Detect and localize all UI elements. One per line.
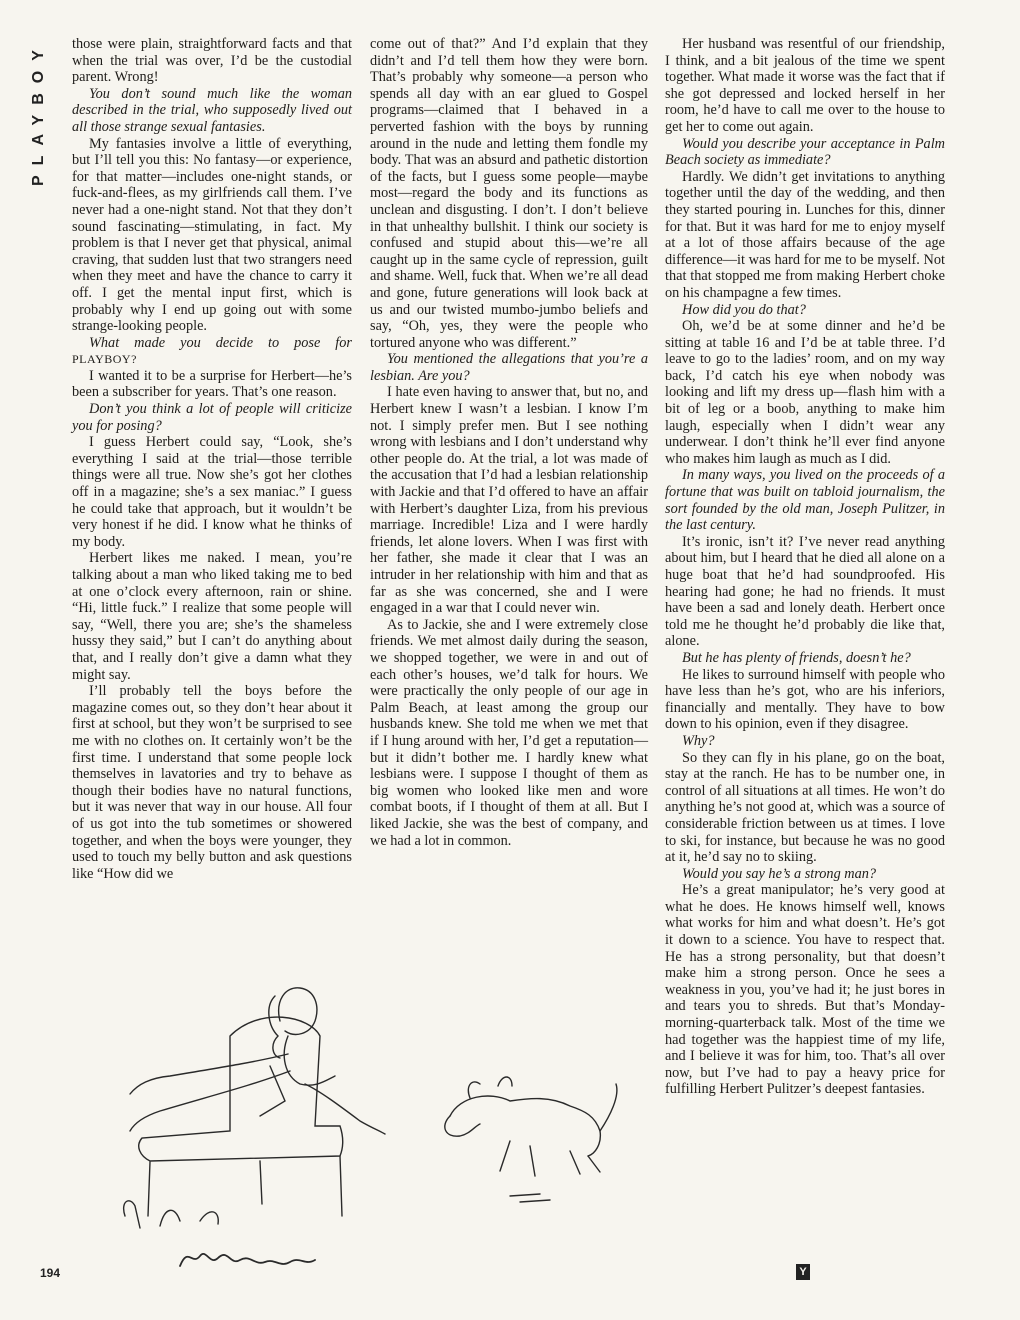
armchair-sketch — [139, 1017, 343, 1161]
answer-paragraph: He likes to surround himself with people who have less than he’s got, who are his inferiors, financially and mentally. They have to bow down to his opinion, even if they disagree. — [665, 666, 945, 733]
woman-head-sketch — [279, 988, 317, 1035]
question-paragraph: Would you say he’s a strong man? — [682, 865, 877, 882]
question-paragraph: Would you describe your acceptance in Palm Beach society as immediate? — [665, 135, 945, 169]
answer-paragraph: It’s ironic, isn’t it? I’ve never read anything about him, but I heard that he died all alone on a huge boat that he’d had soundproofed. His hearing had gone; he had no friends. It must have been a sad and lonely death. Herbert once told me he thought he’d probably die like that, alone. — [665, 533, 945, 650]
answer-paragraph: I hate even having to answer that, but no, and Herbert knew I wasn’t a lesbian. I know I’m not. I simply prefer men. But I see nothing wrong with lesbians and I don’t understand why other people do. At the trial, a lot was made of the accusation that I’d had a lesbian relationship with Jackie and that I’d offered to have an affair with Herbert’s daughter Liza, from his previous marriage. Incredible! Liza and I were hardly friends, let alone lovers. When I was first with her father, she made it clear that I was an intruder in her relationship with him and that as far as she was concerned, she and I were engaged in a war that I could never win. — [370, 384, 648, 617]
question-paragraph: But he has plenty of friends, doesn’t he? — [682, 649, 911, 666]
question-paragraph: You don’t sound much like the woman described in the trial, who supposedly lived out all those strange sexual fantasies. — [72, 85, 352, 135]
answer-paragraph: Herbert likes me naked. I mean, you’re talking about a man who liked taking me to bed at one o’clock every afternoon, rain or shine. “Hi, little fuck.” I realize that some people will say, “Well, there you are; she’s the shameless hussy they said,” but I can’t do anything about that, and I really don’t give a damn what they might say. — [72, 550, 352, 683]
question-paragraph: How did you do that? — [682, 301, 806, 318]
question-paragraph: Why? — [682, 732, 715, 749]
answer-paragraph: Hardly. We didn’t get invitations to anything together until the day of the wedding, and then they started pouring in. Lunches for this, dinner for that. But it was hard for me to enjoy myself at a lot of those affairs because of the age difference—it was hard for me to be myself. Not that that stopped me from making Herbert choke on his champagne a few times. — [665, 168, 945, 301]
magazine-name-smallcaps: PLAYBOY? — [72, 352, 137, 367]
answer-paragraph: So they can fly in his plane, go on the boat, stay at the ranch. He has to be number one, in control of all situations at all times. He won’t do anything he’s not good at, which was a source of considerable friction between us at times. I love to ski, for instance, but because he was no good at it, he’d say no to skiing. — [665, 749, 945, 866]
answer-paragraph: As to Jackie, she and I were extremely close friends. We met almost daily during the season, we shopped together, we were in and out of each other’s houses, we’d talk for hours. We were practically the only people of our age in Palm Beach, at least among the group our husbands knew. She told me when we met that if I hung around with her, I’d get a reputation—but it didn’t bother me. I hardly knew what lesbians were. I suppose I thought of them as big women who looked like men and wore combat boots, if I thought of them at all. But I liked Jackie, she was the best of company, and we had a lot in common. — [370, 616, 648, 849]
answer-paragraph: those were plain, straightforward facts and that when the trial was over, I’d be the custodial parent. Wrong! — [72, 36, 352, 86]
artist-signature — [180, 1254, 315, 1266]
question-paragraph: What made you decide to pose for PLAYBOY? — [72, 334, 352, 367]
dog-sketch — [450, 1096, 600, 1156]
question-paragraph: You mentioned the allegations that you’re a lesbian. Are you? — [370, 351, 648, 384]
answer-paragraph: My fantasies involve a little of everything, but I’ll tell you this: No fantasy—or experience, for that matter—includes one-night stands, or fuck-and-flees, as my girlfriends call them. I’ve never had a one-night stand. Not that they don’t sound fascinating—stimulating, in fact. My problem is that I never get that physical, animal craving, that sudden lust that two strangers need when they meet and have the chance to carry it off. I get the mental input first, which is probably why I end up going out with some strange-looking people. — [72, 135, 352, 335]
shoes-sketch — [124, 1201, 180, 1228]
end-mark-icon: Y — [796, 1264, 810, 1280]
answer-paragraph: He’s a great manipulator; he’s very good at what he does. He knows himself well, knows what works for him and what doesn’t. He’s got it down to a science. You have to respect that. He has a strong personality, but that doesn’t make him a strong person. Once he sees a weakness in you, you’ve had it; he just bores in and tears you to shreds. But that’s Monday-morning-quarterback talk. Most of the time we had together was the happiest time of my life, and I believe it was for him, too. That’s all over now, but I’ve had to pay a heavy price for fulfilling Herbert Pulitzer’s deepest fantasies. — [665, 882, 945, 1098]
answer-paragraph: I’ll probably tell the boys before the magazine comes out, so they don’t hear about it first at school, but they won’t be surprised to see me with no clothes on. It certainly won’t be the first time. I understand that some people lock themselves in lavatories and try to behave as though their bodies have no natural functions, but it was never that way in our house. All four of us got into the tub sometimes or showered together, and when the boys were younger, they used to touch my belly button and ask questions like “How did we — [72, 683, 352, 882]
text-column-1 — [72, 36, 352, 882]
answer-paragraph: I guess Herbert could say, “Look, she’s everything I said at the trial—those terrible things were all true. Now she’s got her clothes off in a magazine; she’s a sex maniac.” I guess he could take that approach, but it wouldn’t be very honest if he did. I know what he thinks of my body. — [72, 434, 352, 550]
answer-paragraph: come out of that?” And I’d explain that they didn’t and I’d tell them how they were born. That’s probably why someone—a person who spends all day with an ear glued to Gospel programs—claimed that I behaved in a perverted fashion with the boys by running around in the nude and letting them fondle my body. That was an absurd and pathetic distortion of the facts, but I guess some people—maybe most—regard the body and its functions as unclean and disgusting. I don’t. I don’t believe in that unhealthy bullshit. I think our society is confused and stupid about this—we’re all caught up in the same cycle of repression, guilt and shame. Well, fuck that. When we’re all dead and gone, future generations will look back at us and our twisted mumbo-jumbo beliefs and say, “Oh, yes, they were the people who tortured anyone who was different.” — [370, 36, 648, 351]
answer-paragraph: Oh, we’d be at some dinner and he’d be sitting at table 16 and I’d be at table three. I’d leave to go to the ladies’ room, and on my way back, I’d catch his eye when nobody was looking and lift my dress up—flash him with a bit of leg or a boob, anything to make him laugh, especially when I didn’t wear any underwear. I don’t think he’ll ever find anyone who makes him laugh as much as I did. — [665, 318, 945, 467]
magazine-title: PLAYBOY — [30, 40, 47, 186]
question-paragraph: In many ways, you lived on the proceeds of a fortune that was built on tabloid journalism, the sort founded by the old man, Joseph Pulitzer, in the last century. — [665, 467, 945, 534]
answer-paragraph: I wanted it to be a surprise for Herbert—he’s been a subscriber for years. That’s one reason. — [72, 367, 352, 401]
text-column-3 — [665, 36, 945, 1098]
text-column-2 — [370, 36, 648, 849]
question-paragraph: Don’t you think a lot of people will criticize you for posing? — [72, 401, 352, 434]
answer-paragraph: Her husband was resentful of our friendship, I think, and a bit jealous of the time we spent together. What made it worse was the fact that if she got depressed and locked herself in her room, he’d have to call me over to the house to get her to come out again. — [665, 36, 945, 135]
ink-illustration — [110, 966, 670, 1286]
page-number: 194 — [40, 1266, 61, 1280]
